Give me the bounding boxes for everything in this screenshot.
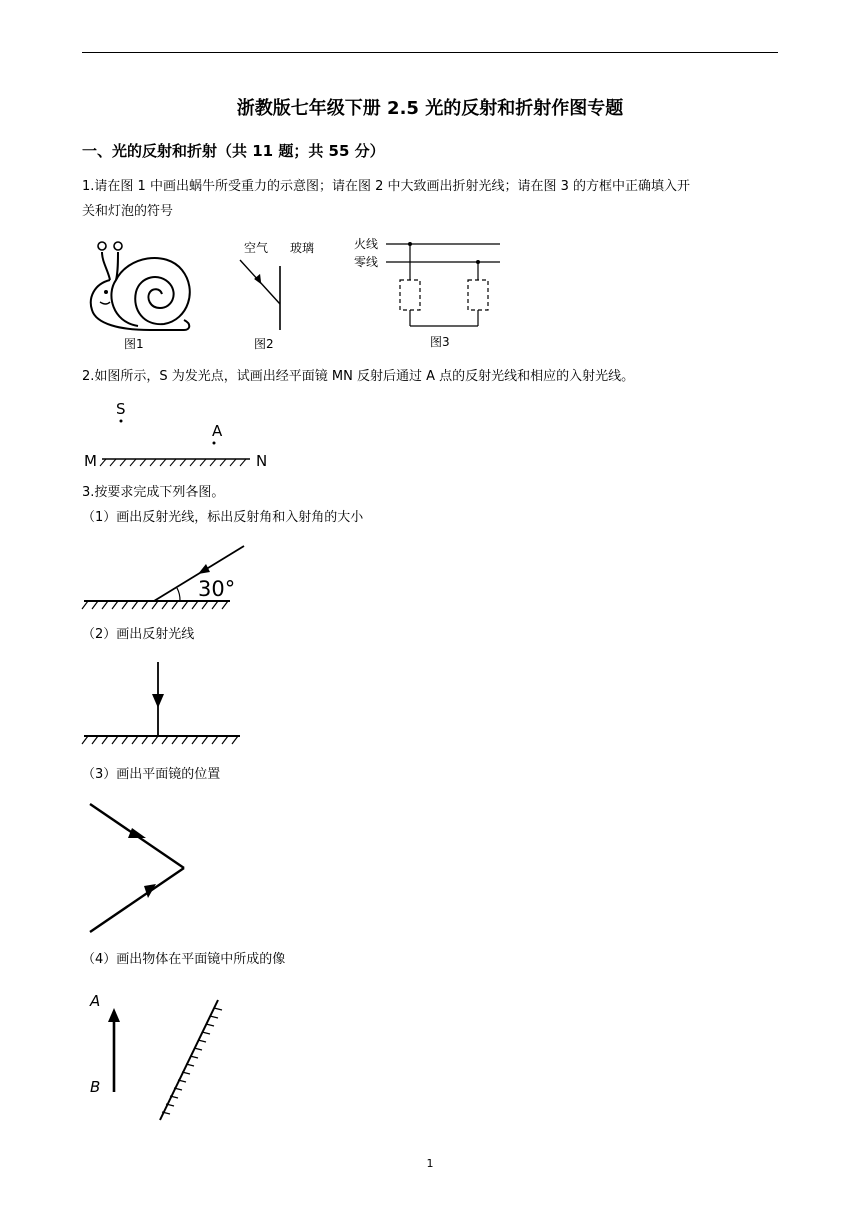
q2-mirror-hatching bbox=[100, 459, 246, 466]
q1-fig2-glass-label: 玻璃 bbox=[290, 241, 315, 255]
q3-part1-angle-arc bbox=[177, 588, 180, 601]
q1-fig2-refraction bbox=[232, 232, 332, 354]
header-rule bbox=[82, 52, 778, 53]
q3-part1-angle-label: 30° bbox=[198, 577, 236, 601]
q1-fig3-live-label: 火线 bbox=[354, 237, 379, 251]
q3-part4-text: （4）画出物体在平面镜中所成的像 bbox=[82, 952, 286, 967]
q3-part2-text: （2）画出反射光线 bbox=[82, 627, 195, 642]
q2-label-n: N bbox=[256, 452, 268, 470]
q3-part2-figure bbox=[80, 656, 250, 748]
q1-fig3-caption: 图3 bbox=[430, 335, 450, 349]
q1-fig3-circuit bbox=[352, 232, 504, 354]
q3-part3-arrow-out bbox=[144, 884, 156, 898]
q1-fig3-box-right bbox=[468, 280, 488, 310]
q3-part1-figure bbox=[80, 540, 260, 616]
document-title: 浙教版七年级下册 2.5 光的反射和折射作图专题 bbox=[236, 98, 624, 119]
q1-fig2-ray-arrow bbox=[253, 273, 263, 284]
q1-fig3-neutral-label: 零线 bbox=[354, 255, 379, 269]
q3-part4-label-b: B bbox=[90, 1078, 101, 1096]
q3-part4-mirror bbox=[160, 1000, 218, 1120]
page-number: 1 bbox=[426, 1157, 434, 1170]
q1-fig2-air-label: 空气 bbox=[244, 241, 269, 255]
q3-text: 3.按要求完成下列各图。 bbox=[82, 485, 225, 500]
q1-fig2-caption: 图2 bbox=[254, 337, 274, 351]
q1-fig3-box-left bbox=[400, 280, 420, 310]
q3-part3-figure bbox=[84, 798, 194, 938]
q3-part2-ray-arrow bbox=[152, 694, 164, 708]
q2-label-a: A bbox=[212, 422, 223, 440]
q3-part4-figure bbox=[84, 988, 234, 1128]
q2-text: 2.如图所示，S 为发光点，试画出经平面镜 MN 反射后通过 A 点的反射光线和相应的入射光线。 bbox=[82, 369, 635, 384]
q2-point-a bbox=[213, 442, 216, 445]
q1-fig1-snail bbox=[80, 232, 200, 354]
q2-point-s bbox=[120, 420, 123, 423]
q2-label-m: M bbox=[84, 452, 97, 470]
q1-fig1-caption: 图1 bbox=[124, 337, 144, 351]
q2-label-s: S bbox=[116, 400, 126, 418]
q3-part4-arrow-head bbox=[108, 1008, 120, 1022]
q1-text-line2: 关和灯泡的符号 bbox=[82, 204, 174, 219]
q3-part4-label-a: A bbox=[90, 992, 101, 1010]
section-heading: 一、光的反射和折射（共 11 题；共 55 分） bbox=[82, 142, 385, 160]
q2-figure-mirror bbox=[80, 396, 280, 472]
q1-text-line1: 1.请在图 1 中画出蜗牛所受重力的示意图；请在图 2 中大致画出折射光线；请在图 3 的方框中正确填入开 bbox=[82, 179, 691, 194]
q3-part1-ray-arrow bbox=[198, 564, 210, 574]
q3-part3-arrow-in bbox=[128, 828, 146, 838]
q3-part3-text: （3）画出平面镜的位置 bbox=[82, 767, 221, 782]
q3-part1-text: （1）画出反射光线，标出反射角和入射角的大小 bbox=[82, 510, 364, 525]
q3-part3-reflected-ray bbox=[90, 868, 184, 932]
